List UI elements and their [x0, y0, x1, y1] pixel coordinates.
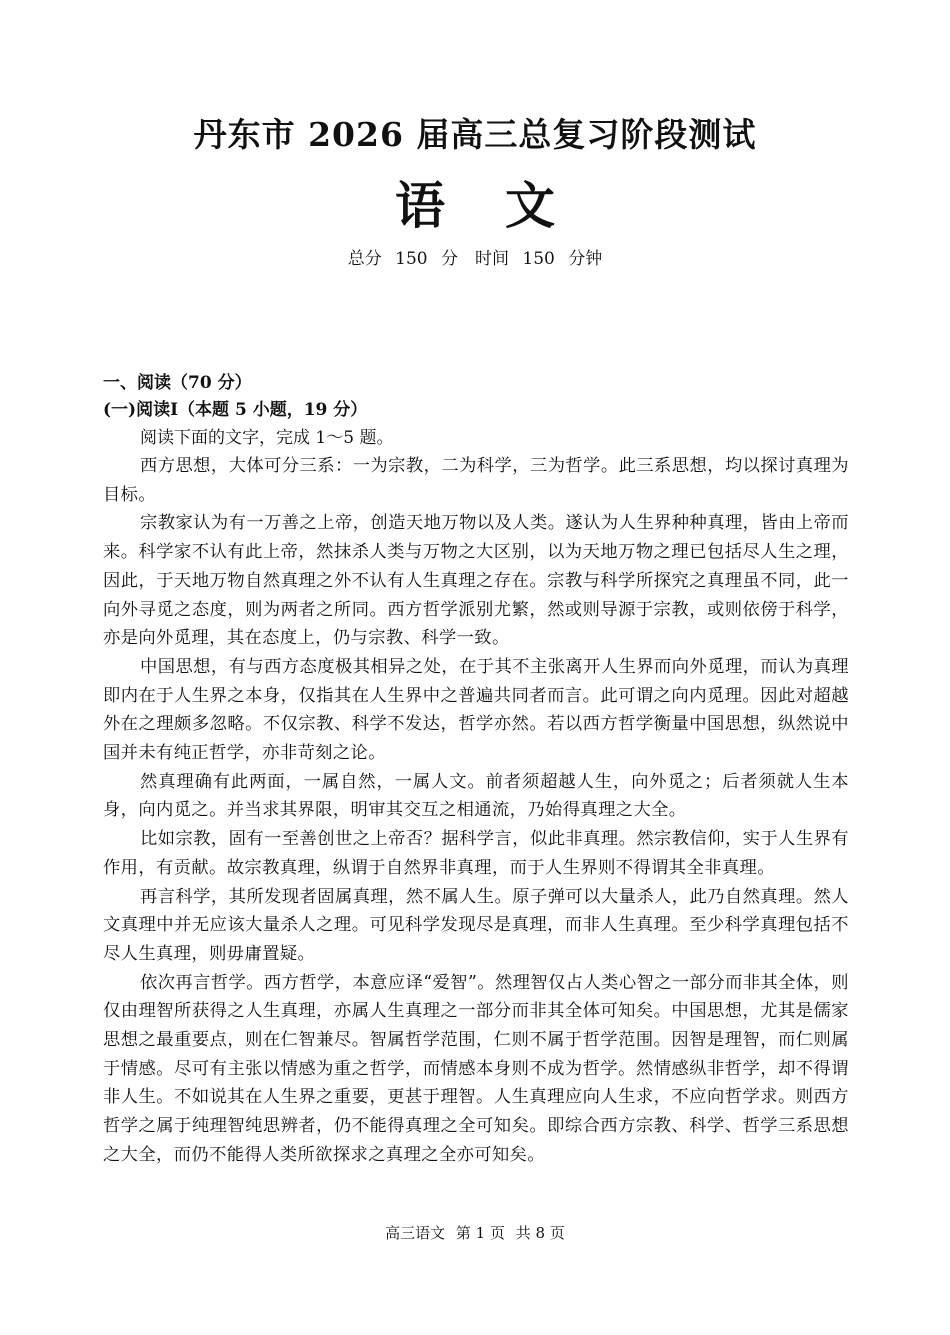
passage-paragraph: 依次再言哲学。西方哲学，本意应译“爱智”。然理智仅占人类心智之一部分而非其全体，则仅由理智所获得之人生真理，亦属人生真理之一部分而非其全体可知矣。中国思想，尤其是儒家思想之最重要点，则在仁智兼尽。智属哲学范围，仁则不属于哲学范围。因智是理智，而仁则属于情感。尽可有主张以情感为重之哲学，而情感本身则不成为哲学。然情感纵非哲学，却不得谓非人生。不如说其在人生界之重要，更甚于理智。人生真理应向人生求，不应向哲学求。则西方哲学之属于纯理智纯思辨者，仍不能得真理之全可知矣。即综合西方宗教、科学、哲学三系思想之大全，而仍不能得人类所欲探求之真理之全亦可知矣。 — [103, 972, 849, 1165]
exam-title: 丹东市 2026 届高三总复习阶段测试 — [193, 115, 757, 154]
passage-paragraph: 西方思想，大体可分三系：一为宗教，二为科学，三为哲学。此三系思想，均以探讨真理为目标。 — [103, 456, 849, 505]
passage-paragraph: 比如宗教，固有一至善创世之上帝否？据科学言，似此非真理。然宗教信仰，实于人生界有作用，有贡献。故宗教真理，纵谓于自然界非真理，而于人生界则不得谓其全非真理。 — [103, 829, 849, 878]
passage-paragraph: 宗教家认为有一万善之上帝，创造天地万物以及人类。遂认为人生界种种真理，皆由上帝而来。科学家不认有此上帝，然抹杀人类与万物之大区别，以为天地万物之理已包括尽人生之理，因此，于天地万物自然真理之外不认有人生真理之存在。宗教与科学所探究之真理虽不同，此一向外寻觅之态度，则为两者之所同。西方哲学派别尤繁，然或则导源于宗教，或则依傍于科学，亦是向外觅理，其在态度上，仍与宗教、科学一致。 — [103, 513, 849, 649]
passage-paragraph: 再言科学，其所发现者固属真理，然不属人生。原子弹可以大量杀人，此乃自然真理。然人文真理中并无应该大量杀人之理。可见科学发现尽是真理，而非人生真理。至少科学真理包括不尽人生真理，则毋庸置疑。 — [103, 886, 849, 964]
section-heading: 一、阅读（70 分） — [103, 373, 252, 393]
instruction: 阅读下面的文字，完成 1～5 题。 — [140, 428, 394, 448]
footer-page-number: 第 1 页 — [455, 1224, 505, 1242]
page-footer — [0, 1221, 950, 1245]
passage-paragraph: 中国思想，有与西方态度极其相异之处，在于其不主张离开人生界而向外觅理，而认为真理即内在于人生界之本身，仅指其在人生界中之普遍共同者而言。此可谓之向内觅理。因此对超越外在之理颇多忽略。不仅宗教、科学不发达，哲学亦然。若以西方哲学衡量中国思想，纵然说中国并未有纯正哲学，亦非苛刻之论。 — [103, 656, 849, 764]
score-time-info: 总分 150 分 时间 150 分钟 — [347, 249, 603, 269]
subsection-heading: (一)阅读I（本题 5 小题，19 分） — [103, 400, 368, 420]
footer-total-pages: 共 8 页 — [515, 1224, 565, 1242]
subject-title: 语文 — [395, 176, 615, 235]
passage-paragraph: 然真理确有此两面，一属自然，一属人文。前者须超越人生，向外觅之；后者须就人生本身，向内觅之。并当求其界限，明审其交互之相通流，乃始得真理之大全。 — [103, 771, 849, 821]
reading-section — [103, 370, 849, 1170]
footer-subject: 高三语文 — [385, 1224, 446, 1242]
